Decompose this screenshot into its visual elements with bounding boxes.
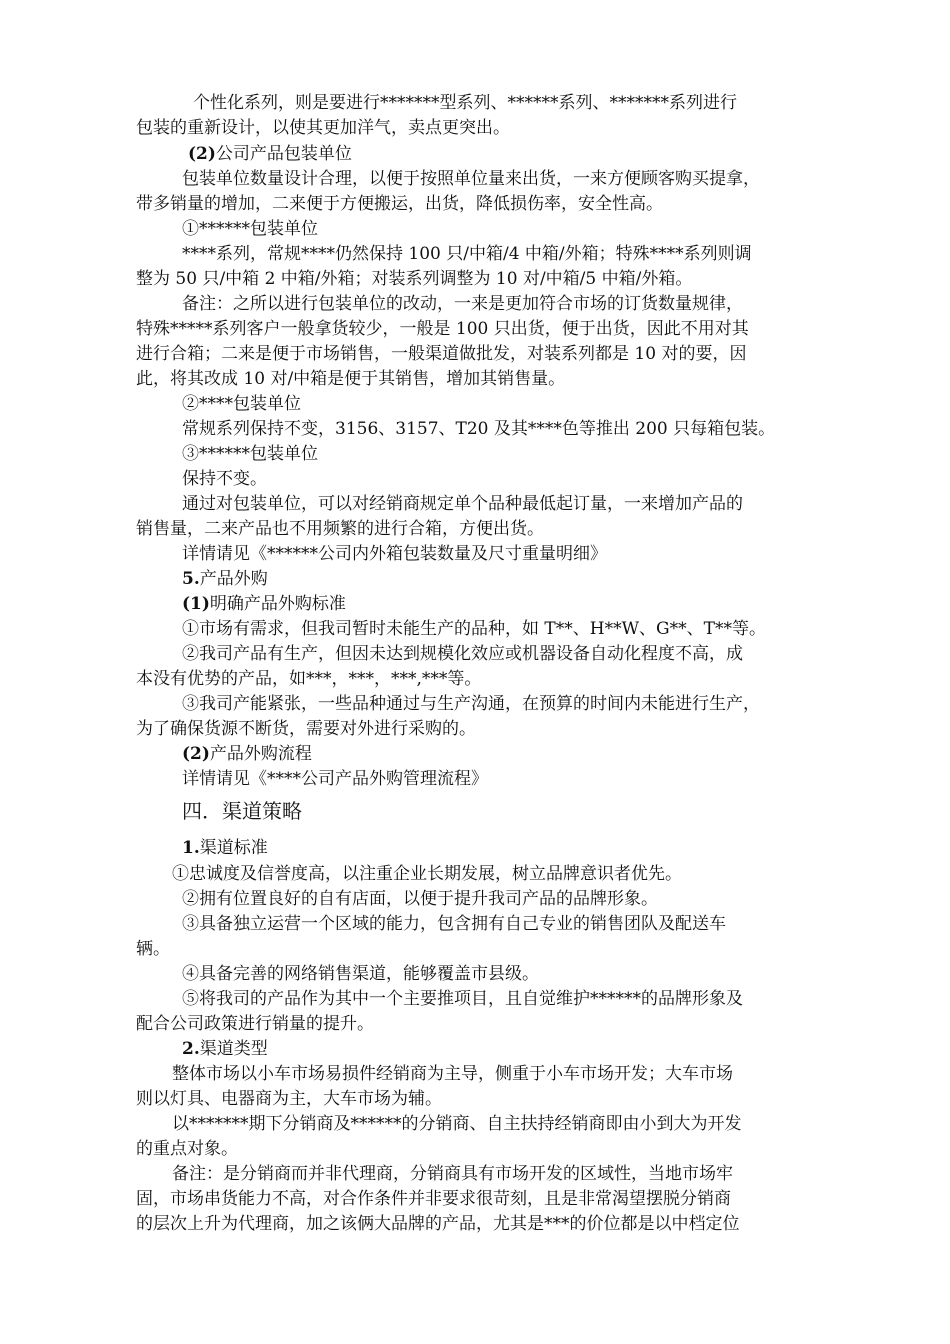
heading-number: (2) — [182, 744, 210, 764]
section-heading — [182, 836, 268, 860]
text-line: ⑤将我司的产品作为其中一个主要推项目，且自觉维护******的品牌形象及 — [182, 989, 743, 1009]
text-line: 以*******期下分销商及******的分销商、自主扶持经销商即由小到大为开发 — [172, 1114, 742, 1134]
text-line: 包装单位数量设计合理，以便于按照单位量来出货，一来方便顾客购买提拿， — [182, 169, 760, 189]
text-line: 详情请见《******公司内外箱包装数量及尺寸重量明细》 — [182, 544, 607, 564]
text-line: 则以灯具、电器商为主，大车市场为辅。 — [136, 1089, 442, 1109]
heading-text: 渠道类型 — [199, 1039, 268, 1059]
text-line: 常规系列保持不变，3156、3157、T20 及其****色等推出 200 只每箱包装。 — [182, 419, 776, 439]
text-line: 配合公司政策进行销量的提升。 — [136, 1014, 374, 1034]
text-line: ①忠诚度及信誉度高，以注重企业长期发展，树立品牌意识者优先。 — [172, 864, 682, 884]
section-heading — [182, 567, 268, 591]
text-line: 进行合箱；二来是便于市场销售，一般渠道做批发，对装系列都是 10 对的要，因 — [136, 344, 747, 364]
heading-text: 渠道标准 — [199, 838, 268, 858]
subsection-heading — [182, 592, 346, 616]
text-line: ****系列，常规****仍然保持 100 只/中箱/4 中箱/外箱；特殊****系列则调 — [182, 244, 752, 264]
heading-number: 5. — [182, 569, 200, 589]
text-line: 为了确保货源不断货，需要对外进行采购的。 — [136, 719, 476, 739]
text-line: 个性化系列，则是要进行*******型系列、******系列、*******系列进行 — [193, 93, 737, 113]
heading-text: 公司产品包装单位 — [215, 144, 352, 164]
item-heading: ①******包装单位 — [182, 219, 318, 239]
text-line: ③具备独立运营一个区域的能力，包含拥有自己专业的销售团队及配送车 — [182, 914, 726, 934]
item-heading: ②****包装单位 — [182, 394, 301, 414]
subsection-heading — [188, 142, 352, 166]
heading-text: 产品外购 — [199, 569, 268, 589]
text-line: 整体市场以小车市场易损件经销商为主导，侧重于小车市场开发；大车市场 — [172, 1064, 733, 1084]
text-line: ②我司产品有生产，但因未达到规模化效应或机器设备自动化程度不高，成 — [182, 644, 743, 664]
text-line: 销售量，二来产品也不用频繁的进行合箱，方便出货。 — [136, 519, 544, 539]
heading-number: (1) — [182, 594, 210, 614]
text-line: 整为 50 只/中箱 2 中箱/外箱；对装系列调整为 10 对/中箱/5 中箱/外箱。 — [136, 269, 693, 289]
text-line: ②拥有位置良好的自有店面，以便于提升我司产品的品牌形象。 — [182, 889, 658, 909]
heading-number: (2) — [188, 144, 216, 164]
chapter-heading: 四．渠道策略 — [182, 799, 302, 823]
text-line: 特殊*****系列客户一般拿货较少，一般是 100 只出货，便于出货，因此不用对其 — [136, 319, 749, 339]
text-line: ③我司产能紧张，一些品种通过与生产沟通，在预算的时间内未能进行生产， — [182, 694, 760, 714]
text-line: ④具备完善的网络销售渠道，能够覆盖市县级。 — [182, 964, 539, 984]
heading-text: 明确产品外购标准 — [209, 594, 346, 614]
text-line: 通过对包装单位，可以对经销商规定单个品种最低起订量，一来增加产品的 — [182, 494, 743, 514]
text-line: 的层次上升为代理商，加之该俩大品牌的产品，尤其是***的价位都是以中档定位 — [136, 1214, 740, 1234]
text-line: 详情请见《****公司产品外购管理流程》 — [182, 769, 488, 789]
text-line: ①市场有需求，但我司暂时未能生产的品种，如 T**、H**W、G**、T**等。 — [182, 619, 766, 639]
text-line: 保持不变。 — [182, 469, 267, 489]
text-line: 备注：之所以进行包装单位的改动，一来是更加符合市场的订货数量规律， — [182, 294, 743, 314]
text-line: 本没有优势的产品，如***，***，***,***等。 — [136, 669, 482, 689]
text-line: 的重点对象。 — [136, 1139, 238, 1159]
item-heading: ③******包装单位 — [182, 444, 318, 464]
text-line: 此，将其改成 10 对/中箱是便于其销售，增加其销售量。 — [136, 369, 566, 389]
text-line: 备注：是分销商而并非代理商，分销商具有市场开发的区域性，当地市场牢 — [172, 1164, 733, 1184]
text-line: 包装的重新设计，以使其更加洋气，卖点更突出。 — [136, 118, 510, 138]
text-line: 固，市场串货能力不高，对合作条件并非要求很苛刻，且是非常渴望摆脱分销商 — [136, 1189, 731, 1209]
text-line: 辆。 — [136, 939, 170, 959]
section-heading — [182, 1037, 268, 1061]
heading-number: 2. — [182, 1039, 200, 1059]
heading-text: 产品外购流程 — [209, 744, 312, 764]
heading-number: 1. — [182, 838, 200, 858]
subsection-heading — [182, 742, 312, 766]
text-line: 带多销量的增加，二来便于方便搬运，出货，降低损伤率，安全性高。 — [136, 194, 663, 214]
